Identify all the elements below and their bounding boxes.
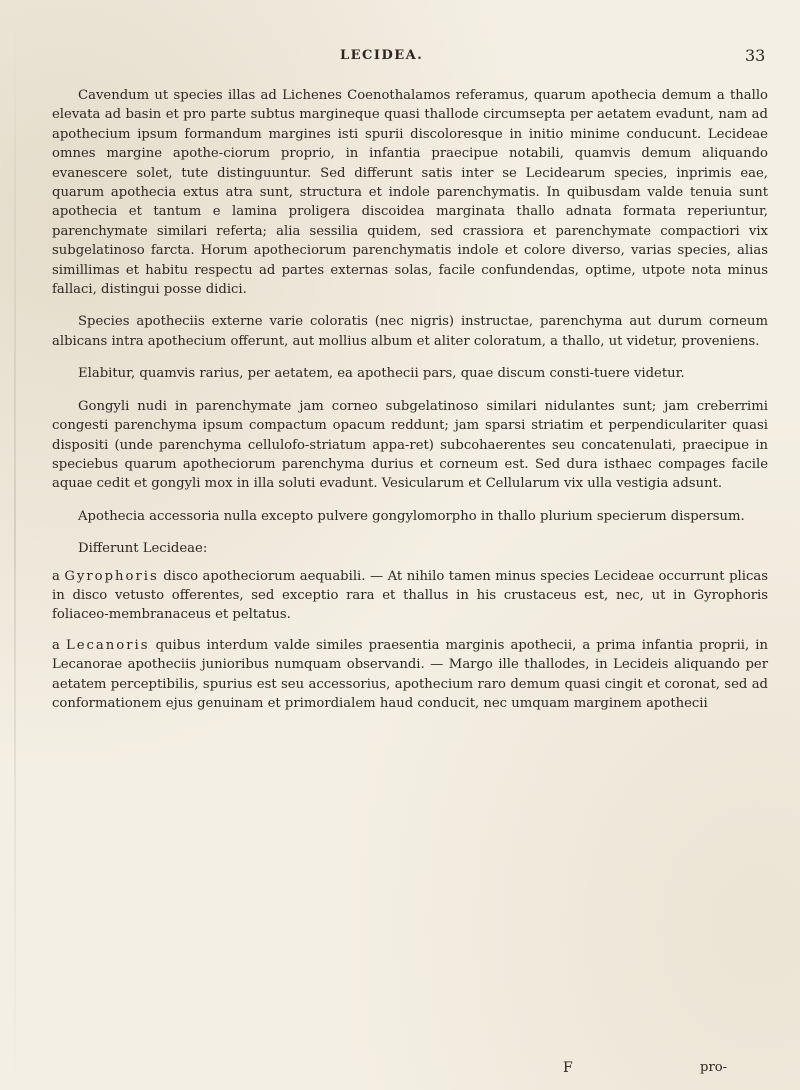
text-body: [52, 86, 768, 724]
page-crease: [14, 0, 16, 1090]
paragraph-1: Cavendum ut species illas ad Lichenes Coenothalamos referamus, quarum apothecia demum a thallo elevata ad basin et pro parte subtus margineque quasi thallode circumsepta per aetatem evadunt, nam ad apothecium ipsum formandum margines isti spurii discoloresque in initio minime conducunt. Lecideae omnes margine apothe-ciorum proprio, in infantia praecipue notabili, quamvis demum aliquando evanescere solet, tute distinguuntur. Sed differunt satis inter se Lecidearum species, inprimis eae, quarum apothecia extus atra sunt, structura et indole parenchymatis. In quibusdam valde tenuia sunt apothecia et tantum e lamina proligera discoidea marginata thallo adnata formata reperiuntur, parenchymate similari referta; alia sessilia quidem, sed crassiora et parenchymate compactiori vix subgelatinoso farcta. Horum apotheciorum parenchymatis indole et colore diverso, varias species, alias simillimas et habitu respectu ad partes externas solas, facile confundendas, optime, utpote nota minus fallaci, distingui posse didici.: [52, 88, 768, 298]
paragraph-3: Elabitur, quamvis rarius, per aetatem, ea apothecii pars, quae discum consti-tuere videtur.: [78, 366, 685, 382]
item-prefix: a: [52, 568, 60, 584]
list-item-lecanoris: [52, 636, 768, 714]
signature-mark: F: [563, 1060, 573, 1076]
list-item-gyrophoris: [52, 567, 768, 625]
item-name: Gyrophoris: [64, 568, 159, 584]
paragraph-2: Species apotheciis externe varie coloratis (nec nigris) instructae, parenchyma aut durum corneum albicans intra apothecium offerunt, aut mollius album et aliter coloratum, a thallo, ut videtur, proveniens.: [52, 314, 768, 349]
differunt-heading: Differunt Lecideae:: [78, 541, 208, 557]
page-header: [0, 48, 800, 72]
paragraph-5: Apothecia accessoria nulla excepto pulvere gongylomorpho in thallo plurium specierum dispersum.: [78, 508, 745, 524]
page-number: 33: [745, 46, 766, 65]
catchword: pro-: [700, 1060, 728, 1075]
item-name: Lecanoris: [65, 637, 150, 653]
item-prefix: a: [52, 637, 60, 653]
paragraph-4: Gongyli nudi in parenchymate jam corneo subgelatinoso similari nidulantes sunt; jam creberrimi congesti parenchyma ipsum compactum opacum reddunt; jam sparsi striatim et perpendiculariter quasi dispositi (unde parenchyma cellulofo-striatum appa-ret) subcohaerentes seu concatenulati, praecipue in speciebus quarum apotheciorum parenchyma durius et corneum est. Sed dura isthaec compages facile aquae cedit et gongyli mox in illa soluti evadunt. Vesicularum et Cellularum vix ulla vestigia adsunt.: [52, 398, 768, 492]
running-head: LECIDEA.: [340, 48, 424, 63]
item-text: disco apotheciorum aequabili. — At nihilo tamen minus species Lecideae occurrunt plicas in disco vetusto offerentes, sed exceptio rara et thallus in his crustaceus est, nec, ut in Gyrophoris foliaceo-membranaceus et peltatus.: [52, 568, 768, 623]
item-text: quibus interdum valde similes praesentia marginis apothecii, a prima infantia proprii, in Lecanorae apotheciis junioribus numquam observandi. — Margo ille thallodes, in Lecideis aliquando per aetatem perceptibilis, spurius est seu accessorius, apothecium raro demum quasi cingit et coronat, sed ad conformationem ejus genuinam et primordialem haud conducit, nec umquam marginem apothecii: [52, 637, 769, 711]
